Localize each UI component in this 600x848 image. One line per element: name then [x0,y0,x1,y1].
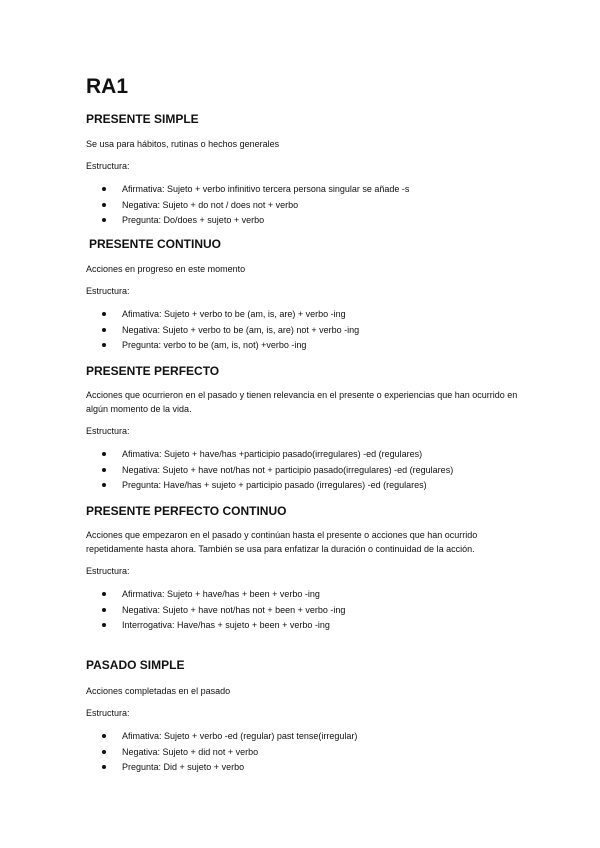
list-item-text: Negativa: Sujeto + do not / does not + verbo [122,199,299,210]
list-item [102,745,526,761]
bullet-icon [102,734,106,738]
list-item-text: Afimativa: Sujeto + have/has +participio pasado(irregulares) -ed (regulares) [122,449,423,459]
bullet-icon [102,468,106,472]
list-item-text: Negativa: Sujeto + verbo to be (am, is, are) not + verbo -ing [122,324,360,335]
bullet-list [86,447,526,494]
list-item [102,729,526,745]
bullet-icon [102,452,106,456]
estructura-label: Estructura: [86,426,130,436]
list-item [102,213,526,229]
list-item-text: Pregunta: Do/does + sujeto + verbo [122,215,265,225]
bullet-icon [102,203,106,207]
section-presente-continuo [86,237,526,354]
list-item [102,182,526,198]
bullet-icon [102,592,106,596]
list-item-text: Afimativa: Sujeto + verbo to be (am, is, are) + verbo -ing [122,309,346,319]
section-heading: PRESENTE PERFECTO CONTINUO [86,504,287,518]
list-item [102,198,526,214]
section-heading: PRESENTE CONTINUO [89,237,222,251]
estructura-label: Estructura: [86,708,130,718]
list-item [102,603,526,619]
section-description: Se usa para hábitos, rutinas o hechos generales [86,139,280,149]
section-heading: PRESENTE PERFECTO [86,364,220,378]
document-title: RA1 [86,75,129,98]
bullet-icon [102,608,106,612]
bullet-icon [102,483,106,487]
section-description: Acciones que ocurrieron en el pasado y tienen relevancia en el presente o experiencias que han ocurrido en algún momento de la vida. [86,390,518,414]
list-item-text: Pregunta: verbo to be (am, is, not) +verbo -ing [122,340,307,350]
list-item [102,447,526,463]
section-pasado-simple [86,658,526,776]
list-item-text: Afirmativa: Sujeto + verbo infinitivo tercera persona singular se añade -s [122,184,410,194]
list-item-text: Pregunta: Did + sujeto + verbo [122,762,245,772]
section-heading: PRESENTE SIMPLE [86,112,199,126]
section-presente-perfecto [86,364,526,494]
bullet-list [86,307,526,354]
section-heading: PASADO SIMPLE [86,658,185,672]
bullet-icon [102,765,106,769]
bullet-icon [102,312,106,316]
section-description: Acciones que empezaron en el pasado y continúan hasta el presente o acciones que han ocurrido repetidamente hasta ahora. También se usa para enfatizar la duración o continuidad de la acción. [86,530,478,554]
list-item-text: Interrogativa: Have/has + sujeto + been + verbo -ing [122,620,330,630]
section-description: Acciones en progreso en este momento [86,264,246,274]
list-item-text: Negativa: Sujeto + did not + verbo [122,746,259,757]
list-item-text: Afimativa: Sujeto + verbo -ed (regular) past tense(irregular) [122,731,358,741]
bullet-list [86,182,526,229]
bullet-icon [102,623,106,627]
list-item-text: Pregunta: Have/has + sujeto + participio pasado (irregulares) -ed (regulares) [122,480,427,490]
section-presente-simple [86,112,526,229]
bullet-icon [102,218,106,222]
list-item [102,587,526,603]
list-item-text: Negativa: Sujeto + have not/has not + been + verbo -ing [122,604,346,615]
bullet-list [86,729,526,776]
bullet-icon [102,187,106,191]
bullet-icon [102,750,106,754]
list-item [102,338,526,354]
list-item [102,307,526,323]
section-presente-perfecto-continuo [86,504,526,634]
list-item-text: Afirmativa: Sujeto + have/has + been + verbo -ing [122,589,320,599]
bullet-icon [102,343,106,347]
list-item [102,463,526,479]
list-item-text: Negativa: Sujeto + have not/has not + participio pasado(irregulares) -ed (regulares) [122,464,454,475]
list-item [102,323,526,339]
section-description: Acciones completadas en el pasado [86,686,231,696]
bullet-icon [102,328,106,332]
list-item [102,478,526,494]
estructura-label: Estructura: [86,286,130,296]
list-item [102,760,526,776]
estructura-label: Estructura: [86,161,130,171]
bullet-list [86,587,526,634]
list-item [102,618,526,634]
estructura-label: Estructura: [86,566,130,576]
